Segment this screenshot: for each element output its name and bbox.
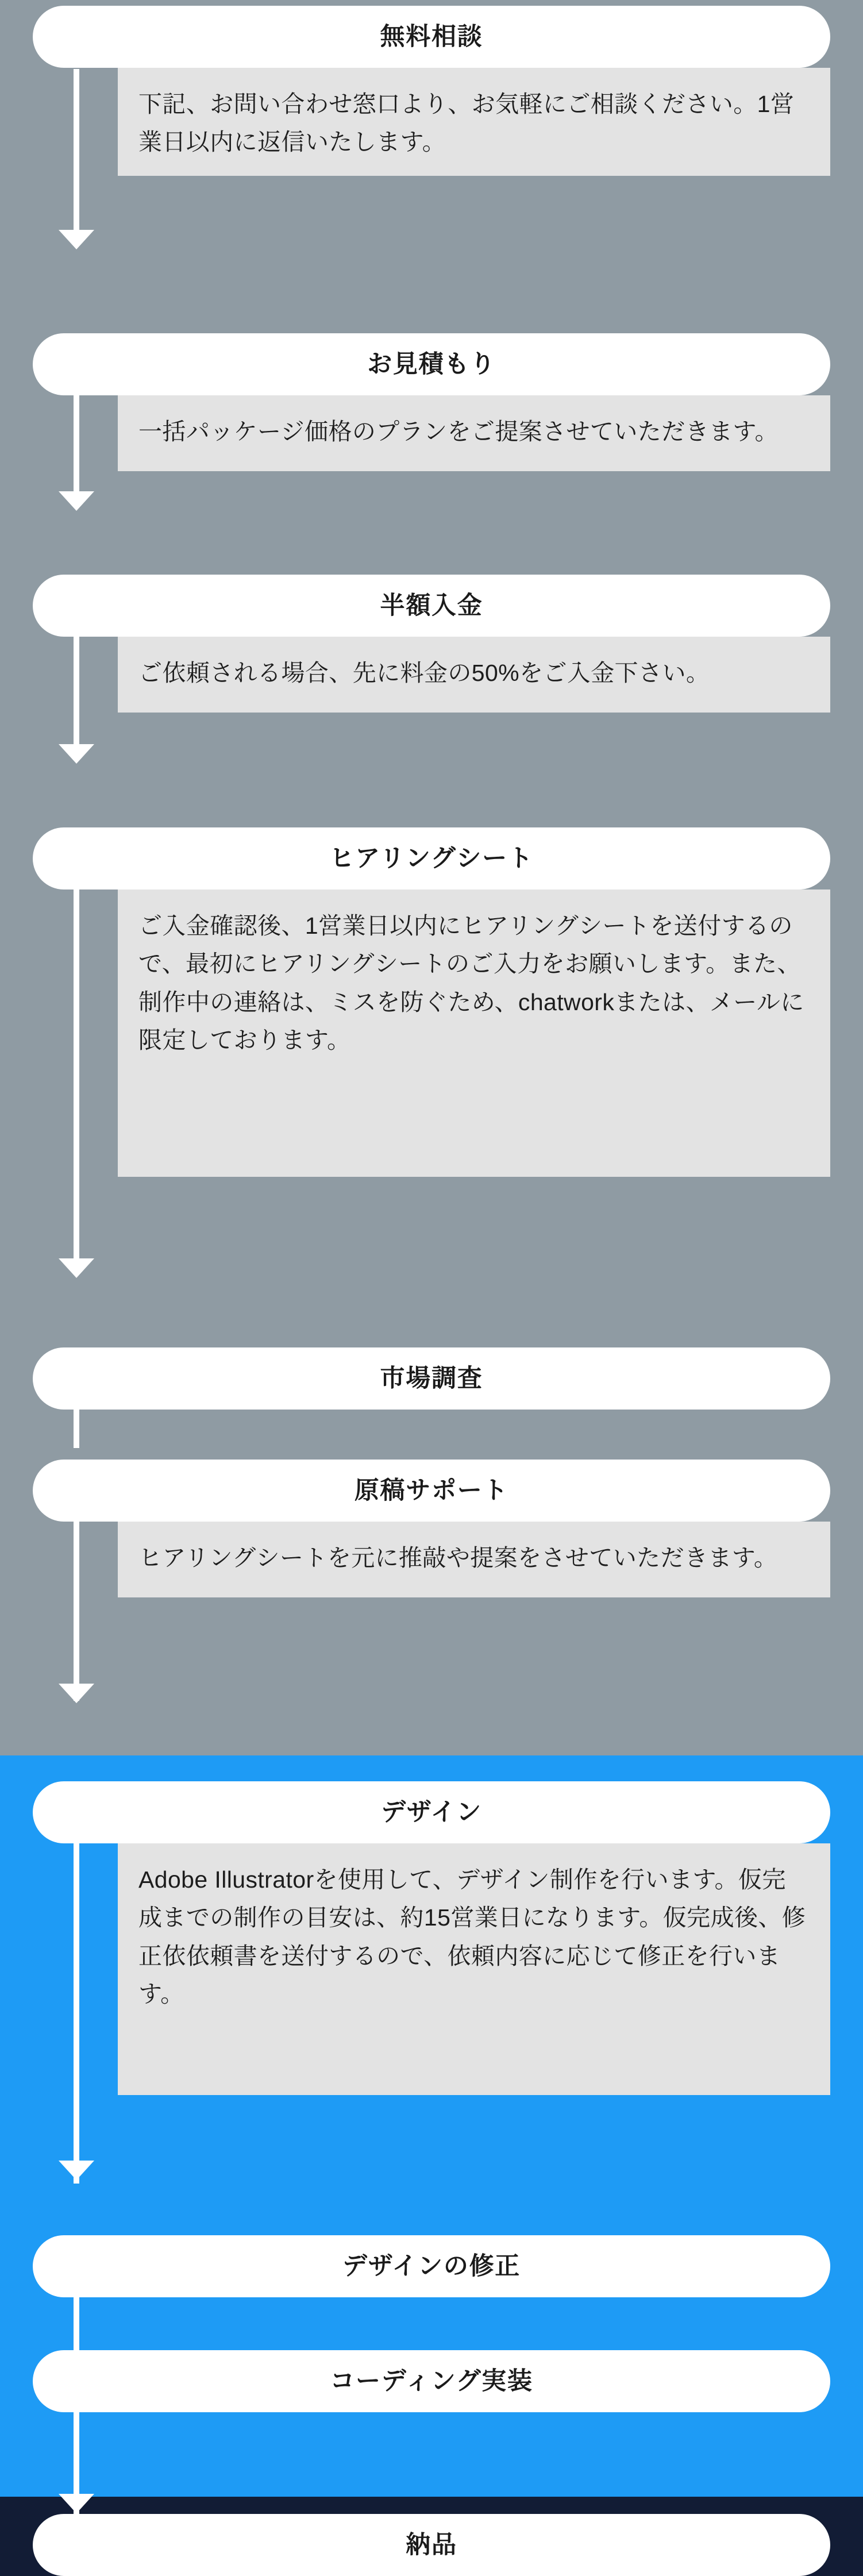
- connector-line: [74, 839, 79, 1270]
- step-pill-6[interactable]: [33, 1460, 830, 1522]
- step-pill-4[interactable]: [33, 827, 830, 890]
- connector-arrow: [59, 2494, 94, 2513]
- step-label-1: 無料相談: [380, 22, 483, 51]
- connector-arrow: [59, 744, 94, 764]
- connector-arrow: [59, 230, 94, 249]
- connector-line: [74, 69, 79, 241]
- step-body-text-1: 下記、お問い合わせ窓口より、お気軽にご相談ください。1営業日以内に返信いたします。: [138, 91, 795, 156]
- step-body-text-3: ご依頼される場合、先に料金の50%をご入金下さい。: [138, 660, 710, 686]
- step-body-text-4: ご入金確認後、1営業日以内にヒアリングシートを送付するので、最初にヒアリングシートのご入力をお願いします。また、制作中の連絡は、ミスを防ぐため、chatworkまたは、メールに限定しております。: [138, 912, 804, 1054]
- step-label-5: 市場調査: [380, 1364, 483, 1392]
- step-label-8: デザインの修正: [342, 2252, 521, 2280]
- step-pill-9[interactable]: [33, 2350, 830, 2412]
- step-body-text-7: Adobe Illustratorを使用して、デザイン制作を行います。仮完成までの制作の目安は、約15営業日になります。仮完成後、修正依依頼書を送付するので、依頼内容に応じて修正を行います。: [138, 1866, 806, 2008]
- step-pill-7[interactable]: [33, 1781, 830, 1843]
- step-pill-10[interactable]: [33, 2514, 830, 2576]
- step-label-3: 半額入金: [380, 591, 483, 619]
- connector-line: [74, 1793, 79, 2184]
- step-label-7: デザイン: [381, 1798, 482, 1826]
- step-body-2: [118, 395, 830, 471]
- step-label-6: 原稿サポート: [354, 1476, 509, 1504]
- connector-arrow: [59, 2161, 94, 2180]
- step-pill-5[interactable]: [33, 1347, 830, 1410]
- step-body-3: [118, 637, 830, 713]
- step-body-6: [118, 1522, 830, 1597]
- step-pill-3[interactable]: [33, 575, 830, 637]
- step-body-1: [118, 68, 830, 176]
- step-body-7: [118, 1843, 830, 2095]
- step-body-text-2: 一括パッケージ価格のプランをご提案させていただきます。: [138, 418, 779, 445]
- step-pill-8[interactable]: [33, 2235, 830, 2297]
- connector-arrow: [59, 1684, 94, 1703]
- connector-arrow: [59, 491, 94, 511]
- step-body-text-6: ヒアリングシートを元に推敲や提案をさせていただきます。: [138, 1545, 778, 1571]
- step-pill-1[interactable]: [33, 6, 830, 68]
- step-label-2: お見積もり: [367, 350, 496, 378]
- step-label-9: コーディング実装: [330, 2367, 533, 2395]
- connector-arrow: [59, 1258, 94, 1278]
- step-body-4: [118, 890, 830, 1177]
- step-label-4: ヒアリングシート: [329, 844, 534, 872]
- step-label-10: 納品: [406, 2531, 457, 2559]
- step-pill-2[interactable]: [33, 333, 830, 395]
